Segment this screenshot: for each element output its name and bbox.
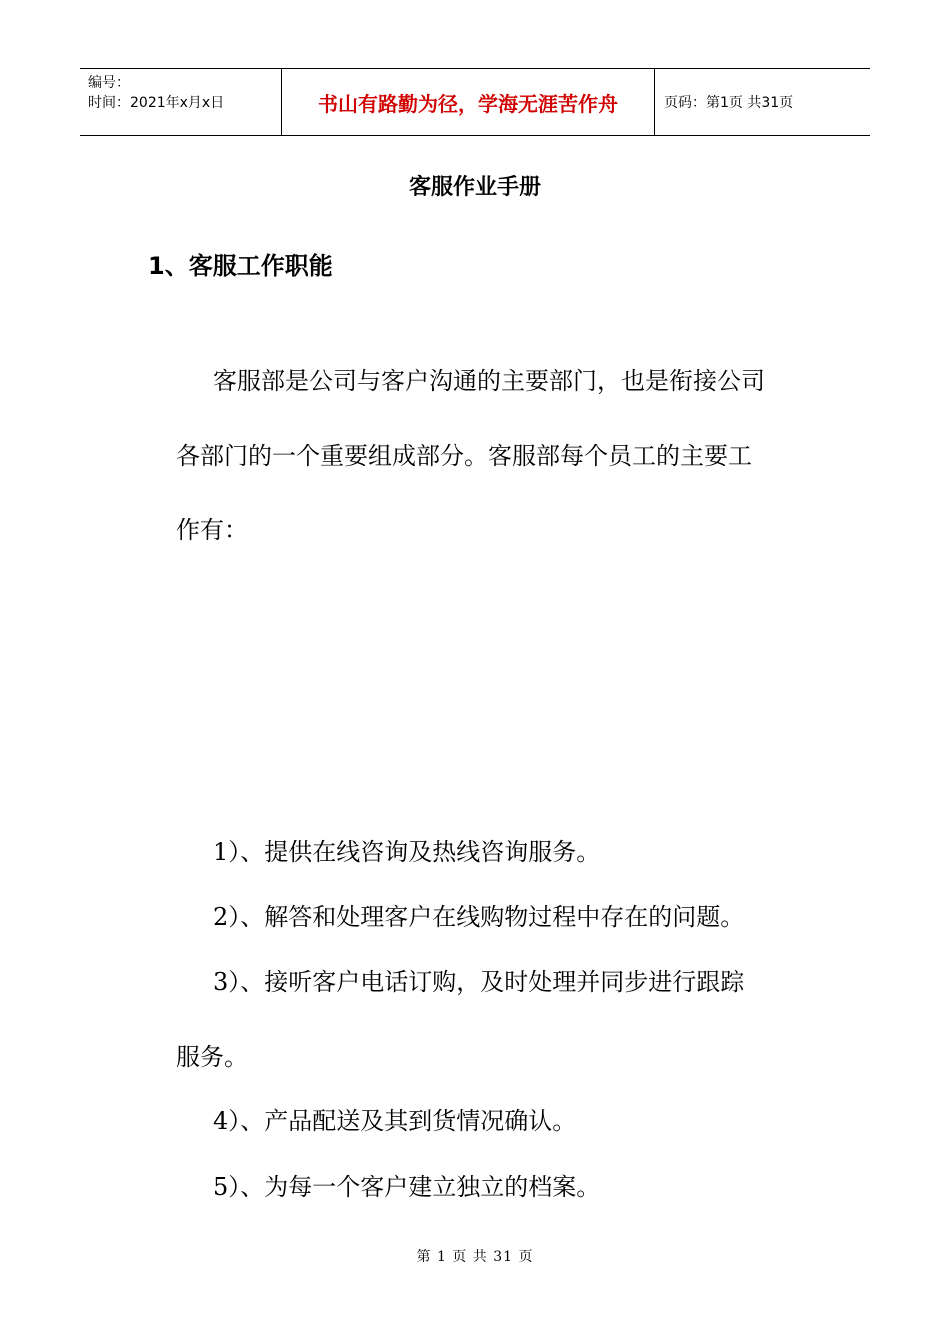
- section-heading: 1、客服工作职能: [148, 252, 333, 280]
- time-label: 时间：2021年x月x日: [88, 95, 225, 111]
- header-motto-cell: [282, 69, 655, 135]
- duty-item: 5）、为每一个客户建立独立的档案。: [213, 1173, 601, 1201]
- header-page-cell: [655, 69, 870, 135]
- header-table: [80, 68, 870, 136]
- duty-item: 1）、提供在线咨询及热线咨询服务。: [213, 838, 601, 866]
- header-meta-cell: [80, 69, 282, 135]
- intro-line: 客服部是公司与客户沟通的主要部门，也是衔接公司: [213, 367, 765, 395]
- intro-line: 作有：: [176, 516, 248, 544]
- header-page-info: 页码：第1页 共31页: [664, 95, 794, 111]
- header-motto: 书山有路勤为径，学海无涯苦作舟: [318, 91, 618, 116]
- duty-item-continuation: 服务。: [176, 1043, 248, 1071]
- duty-item: 4）、产品配送及其到货情况确认。: [213, 1107, 577, 1135]
- number-label: 编号：: [88, 75, 130, 91]
- intro-line: 各部门的一个重要组成部分。客服部每个员工的主要工: [176, 442, 752, 470]
- duty-item: 2）、解答和处理客户在线购物过程中存在的问题。: [213, 903, 745, 931]
- page-footer: 第 1 页 共 31 页: [416, 1249, 534, 1265]
- document-title: 客服作业手册: [408, 175, 541, 200]
- duty-item: 3）、接听客户电话订购，及时处理并同步进行跟踪: [213, 968, 745, 996]
